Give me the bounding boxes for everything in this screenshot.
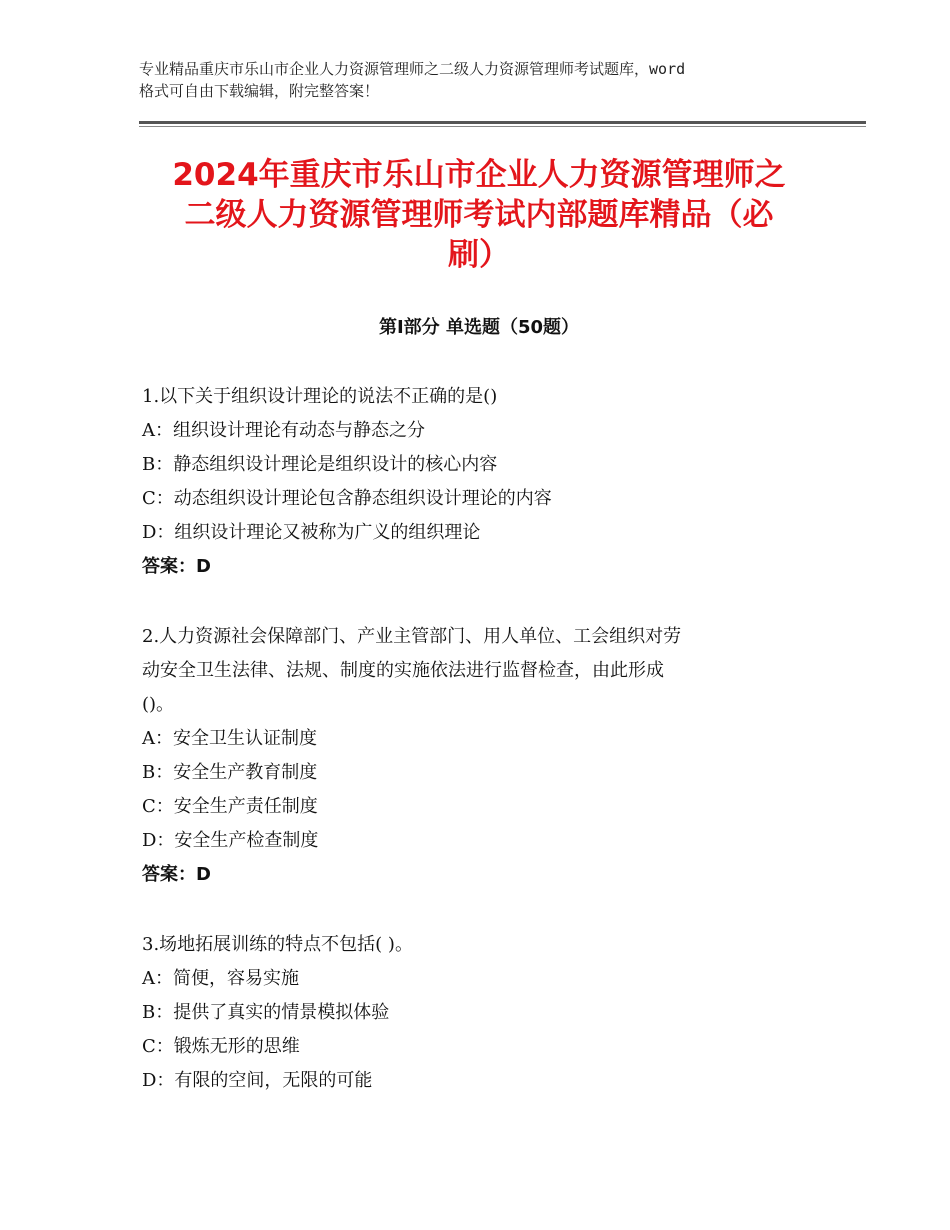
document-title-line: 2024年重庆市乐山市企业人力资源管理师之 bbox=[172, 157, 786, 193]
question-stem: 2.人力资源社会保障部门、产业主管部门、用人单位、工会组织对劳 bbox=[142, 626, 682, 647]
question-option: A：安全卫生认证制度 bbox=[142, 728, 317, 749]
question-option: D：有限的空间，无限的可能 bbox=[142, 1070, 373, 1091]
question-answer: 答案：D bbox=[142, 864, 211, 885]
document-title-line: 二级人力资源管理师考试内部题库精品（必 bbox=[184, 197, 774, 233]
question-spacer bbox=[142, 892, 832, 928]
question-option: D：组织设计理论又被称为广义的组织理论 bbox=[142, 522, 481, 543]
header-note-line: 格式可自由下载编辑，附完整答案！ bbox=[139, 82, 380, 100]
question-option: B：安全生产教育制度 bbox=[142, 762, 318, 783]
question-option: A：简便，容易实施 bbox=[142, 968, 299, 989]
question-stem: 3.场地拓展训练的特点不包括( )。 bbox=[142, 934, 413, 955]
question-stem: 1.以下关于组织设计理论的说法不正确的是() bbox=[142, 386, 498, 407]
question-option: B：提供了真实的情景模拟体验 bbox=[142, 1002, 390, 1023]
question-item bbox=[142, 380, 832, 584]
question-stem: ()。 bbox=[142, 694, 175, 715]
header-divider bbox=[139, 121, 866, 124]
question-item bbox=[142, 620, 832, 892]
document-title bbox=[139, 155, 819, 275]
section-title: 第Ⅰ部分 单选题（50题） bbox=[378, 317, 579, 338]
question-stem: 动安全卫生法律、法规、制度的实施依法进行监督检查，由此形成 bbox=[142, 660, 664, 681]
question-option: D：安全生产检查制度 bbox=[142, 830, 319, 851]
question-option: C：锻炼无形的思维 bbox=[142, 1036, 300, 1057]
header-note bbox=[139, 58, 839, 102]
question-option: C：动态组织设计理论包含静态组织设计理论的内容 bbox=[142, 488, 552, 509]
question-option: B：静态组织设计理论是组织设计的核心内容 bbox=[142, 454, 498, 475]
document-title-line: 刷） bbox=[448, 237, 510, 273]
header-note-line: 专业精品重庆市乐山市企业人力资源管理师之二级人力资源管理师考试题库，word bbox=[139, 60, 686, 78]
question-option: C：安全生产责任制度 bbox=[142, 796, 318, 817]
question-item bbox=[142, 928, 832, 1098]
question-answer: 答案：D bbox=[142, 556, 211, 577]
header-divider-thin bbox=[139, 126, 866, 127]
question-spacer bbox=[142, 584, 832, 620]
question-list bbox=[142, 380, 832, 1098]
question-option: A：组织设计理论有动态与静态之分 bbox=[142, 420, 425, 441]
